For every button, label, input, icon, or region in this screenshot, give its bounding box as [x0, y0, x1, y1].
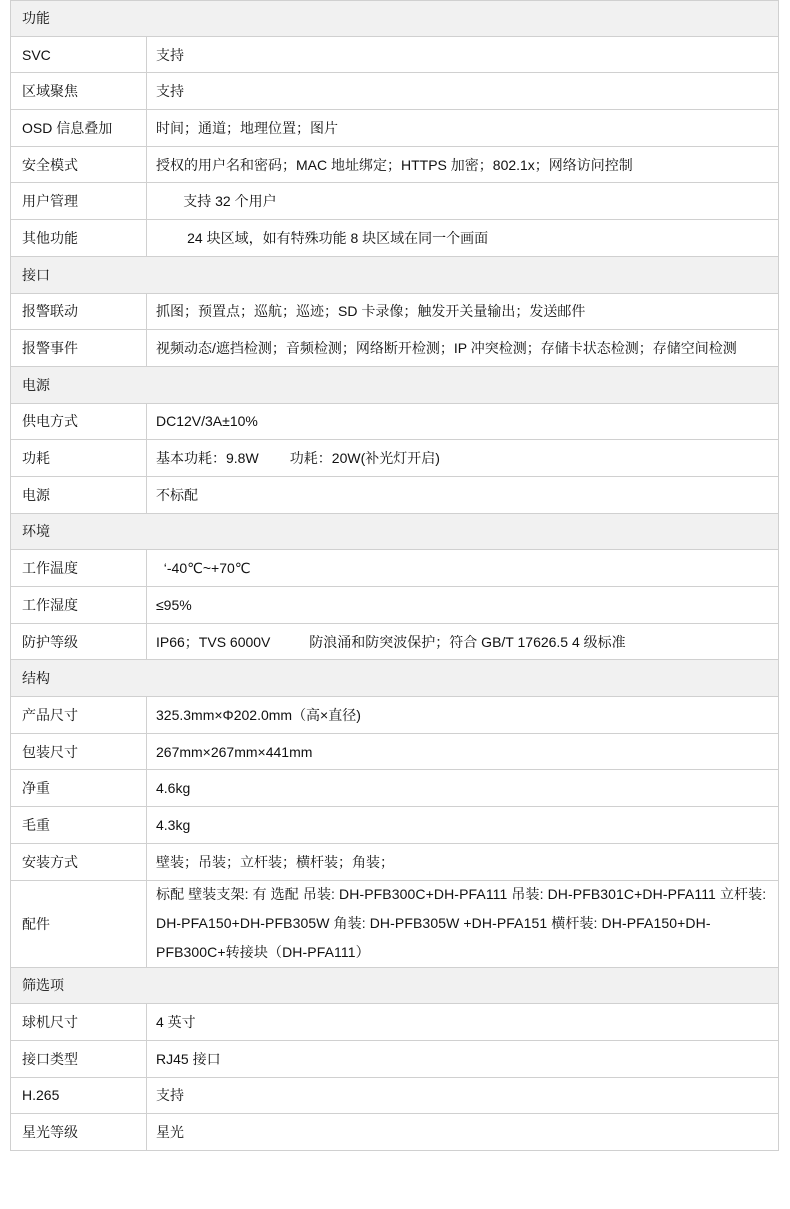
row-label: SVC [11, 37, 147, 73]
row-value: 支持 32 个用户 [156, 193, 277, 210]
section-title: 接口 [22, 266, 50, 283]
section-title: 筛选项 [22, 977, 64, 994]
row-label: 净重 [11, 770, 147, 806]
row-value: ≤95% [156, 596, 192, 613]
table-row [10, 550, 779, 587]
row-label: 功耗 [11, 440, 147, 476]
table-row [10, 183, 779, 220]
table-row [10, 1114, 779, 1151]
section-header [10, 257, 779, 294]
row-value: IP66；TVS 6000V 防浪涌和防突波保护；符合 GB/T 17626.5 4 级标准 [156, 633, 626, 650]
row-label: 安全模式 [11, 147, 147, 183]
table-row [10, 881, 779, 968]
row-value: 4.3kg [156, 816, 191, 833]
section-header [10, 367, 779, 404]
table-row [10, 734, 779, 771]
row-value: ‘-40℃~+70℃ [156, 559, 251, 576]
row-value: 授权的用户名和密码；MAC 地址绑定；HTTPS 加密；802.1x；网络访问控制 [156, 156, 633, 173]
row-label: OSD 信息叠加 [11, 110, 147, 146]
row-label: 包装尺寸 [11, 734, 147, 770]
row-value: 标配 壁装支架: 有 选配 吊装: DH-PFB300C+DH-PFA111 吊装: DH-PFB301C+DH-PFA111 立杆装: DH-PFA150+DH-PFB305W 角装: DH-PFB305W +DH-PFA151 横杆装: DH-PFA150+DH-PFB300C+转接块（DH-PFA111） [156, 886, 767, 960]
row-value: RJ45 接口 [156, 1050, 221, 1067]
row-value: 基本功耗：9.8W 功耗：20W(补光灯开启) [156, 450, 440, 467]
section-title: 结构 [22, 670, 50, 687]
row-value: DC12V/3A±10% [156, 413, 258, 430]
row-value: 时间；通道；地理位置；图片 [156, 119, 338, 136]
table-row [10, 73, 779, 110]
table-row [10, 294, 779, 331]
row-label: 报警事件 [11, 330, 147, 366]
table-row [10, 807, 779, 844]
row-value: 支持 [156, 1087, 184, 1104]
row-label: 毛重 [11, 807, 147, 843]
section-header [10, 514, 779, 551]
table-row [10, 587, 779, 624]
row-value: 4 英寸 [156, 1014, 196, 1031]
row-label: 用户管理 [11, 183, 147, 219]
row-value: 24 块区域，如有特殊功能 8 块区域在同一个画面 [156, 229, 489, 246]
row-label: 配件 [11, 881, 147, 967]
table-row [10, 1041, 779, 1078]
row-label: 球机尺寸 [11, 1004, 147, 1040]
row-label: 安装方式 [11, 844, 147, 880]
section-title: 电源 [22, 376, 50, 393]
row-label: 电源 [11, 477, 147, 513]
row-value: 星光 [156, 1124, 184, 1141]
table-row [10, 220, 779, 257]
section-header [10, 0, 779, 37]
section-header [10, 660, 779, 697]
row-value: 4.6kg [156, 780, 191, 797]
table-row [10, 440, 779, 477]
row-label: 防护等级 [11, 624, 147, 660]
row-value: 267mm×267mm×441mm [156, 743, 313, 760]
table-row [10, 404, 779, 441]
row-label: H.265 [11, 1078, 147, 1114]
section-title: 功能 [22, 10, 50, 27]
row-label: 产品尺寸 [11, 697, 147, 733]
row-value: 支持 [156, 83, 184, 100]
row-label: 工作湿度 [11, 587, 147, 623]
row-label: 星光等级 [11, 1114, 147, 1150]
row-label: 接口类型 [11, 1041, 147, 1077]
row-value: 支持 [156, 46, 184, 63]
table-row [10, 147, 779, 184]
row-value: 325.3mm×Φ202.0mm（高×直径) [156, 706, 361, 723]
row-value: 壁装；吊装；立杆装；横杆装；角装； [156, 853, 394, 870]
table-row [10, 37, 779, 74]
row-value: 抓图；预置点；巡航；巡迹；SD 卡录像；触发开关量输出；发送邮件 [156, 303, 586, 320]
spec-table [10, 0, 779, 1151]
table-row [10, 697, 779, 734]
table-row [10, 624, 779, 661]
table-row [10, 330, 779, 367]
table-row [10, 477, 779, 514]
row-label: 供电方式 [11, 404, 147, 440]
table-row [10, 844, 779, 881]
row-value: 视频动态/遮挡检测；音频检测；网络断开检测；IP 冲突检测；存储卡状态检测；存储空间检测 [156, 340, 737, 357]
section-title: 环境 [22, 523, 50, 540]
row-value: 不标配 [156, 486, 198, 503]
row-label: 其他功能 [11, 220, 147, 256]
table-row [10, 1078, 779, 1115]
table-row [10, 770, 779, 807]
row-label: 报警联动 [11, 294, 147, 330]
section-header [10, 968, 779, 1005]
row-label: 工作温度 [11, 550, 147, 586]
row-label: 区域聚焦 [11, 73, 147, 109]
table-row [10, 110, 779, 147]
table-row [10, 1004, 779, 1041]
